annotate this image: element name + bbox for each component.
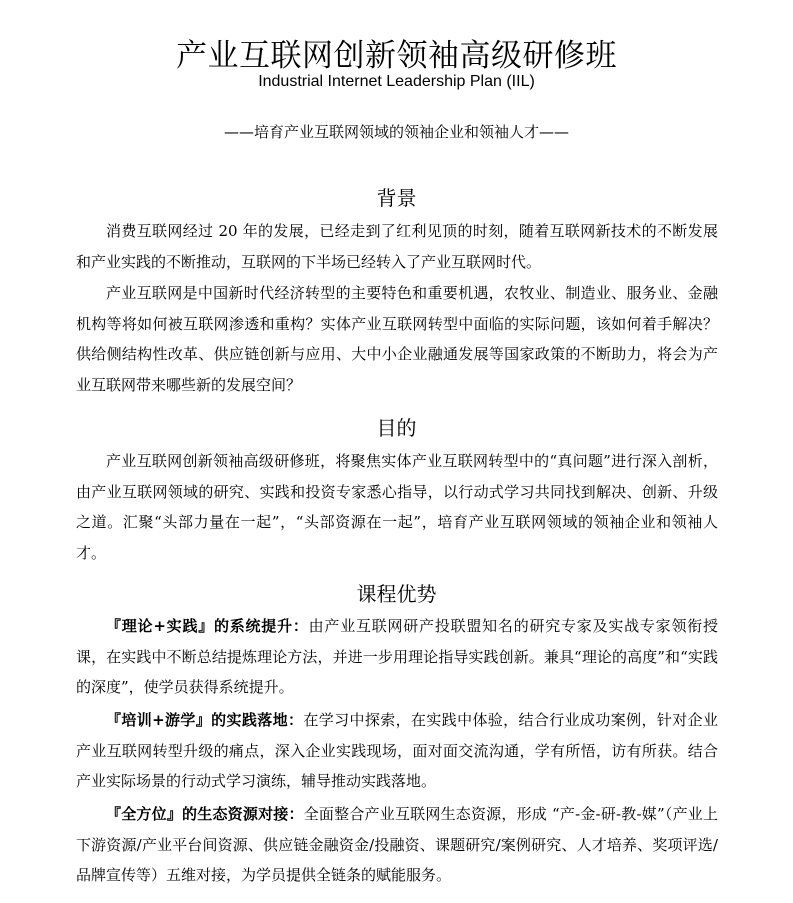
advantage-label: 『理论+实践』的系统提升：	[106, 617, 309, 635]
advantage-text: 在学习中探索，在实践中体验，结合行业成功案例，针对企业产业互联网转型升级的痛点，深入企业实践现场，面对面交流沟通，学有所悟，访有所获。结合产业实际场景的行动式学习演练，辅导推动实践落地。	[76, 711, 718, 790]
advantage-item	[76, 799, 718, 891]
purpose-paragraph: 产业互联网创新领袖高级研修班，将聚焦实体产业互联网转型中的“真问题”进行深入剖析，由产业互联网领域的研究、实践和投资专家悉心指导，以行动式学习共同找到解决、创新、升级之道。汇聚“头部力量在一起”，“头部资源在一起”，培育产业互联网领域的领袖企业和领袖人才。	[76, 452, 718, 562]
advantage-item	[76, 611, 718, 703]
advantage-label: 『全方位』的生态资源对接：	[106, 805, 304, 823]
section-heading-advantages: 课程优势	[356, 582, 437, 606]
english-subtitle: Industrial Internet Leadership Plan (IIL)	[258, 73, 535, 90]
advantage-text: 全面整合产业互联网生态资源，形成 “产-金-研-教-媒”（产业上下游资源/产业平台间资源、供应链金融资金/投融资、课题研究/案例研究、人才培养、奖项评选/品牌宣传等）五维对接，为学员提供全链条的赋能服务。	[76, 805, 718, 884]
advantage-text: 由产业互联网研产投联盟知名的研究专家及实战专家领衔授课，在实践中不断总结提炼理论方法，并进一步用理论指导实践创新。兼具“理论的高度”和“实践的深度”，使学员获得系统提升。	[76, 617, 718, 696]
background-paragraph-1: 消费互联网经过 20 年的发展，已经走到了红利见顶的时刻，随着互联网新技术的不断发展和产业实践的不断推动，互联网的下半场已经转入了产业互联网时代。	[76, 222, 718, 271]
background-paragraph-2: 产业互联网是中国新时代经济转型的主要特色和重要机遇，农牧业、制造业、服务业、金融机构等将如何被互联网渗透和重构？实体产业互联网转型中面临的实际问题，该如何着手解决？供给侧结构性改革、供应链创新与应用、大中小企业融通发展等国家政策的不断助力，将会为产业互联网带来哪些新的发展空间？	[76, 284, 718, 394]
section-heading-background: 背景	[376, 186, 417, 210]
advantage-label: 『培训+游学』的实践落地：	[106, 711, 304, 729]
tagline: ——培育产业互联网领域的领袖企业和领袖人才——	[223, 123, 569, 141]
section-heading-purpose: 目的	[376, 416, 417, 440]
advantage-item	[76, 705, 718, 797]
page-title: 产业互联网创新领袖高级研修班	[176, 38, 617, 74]
